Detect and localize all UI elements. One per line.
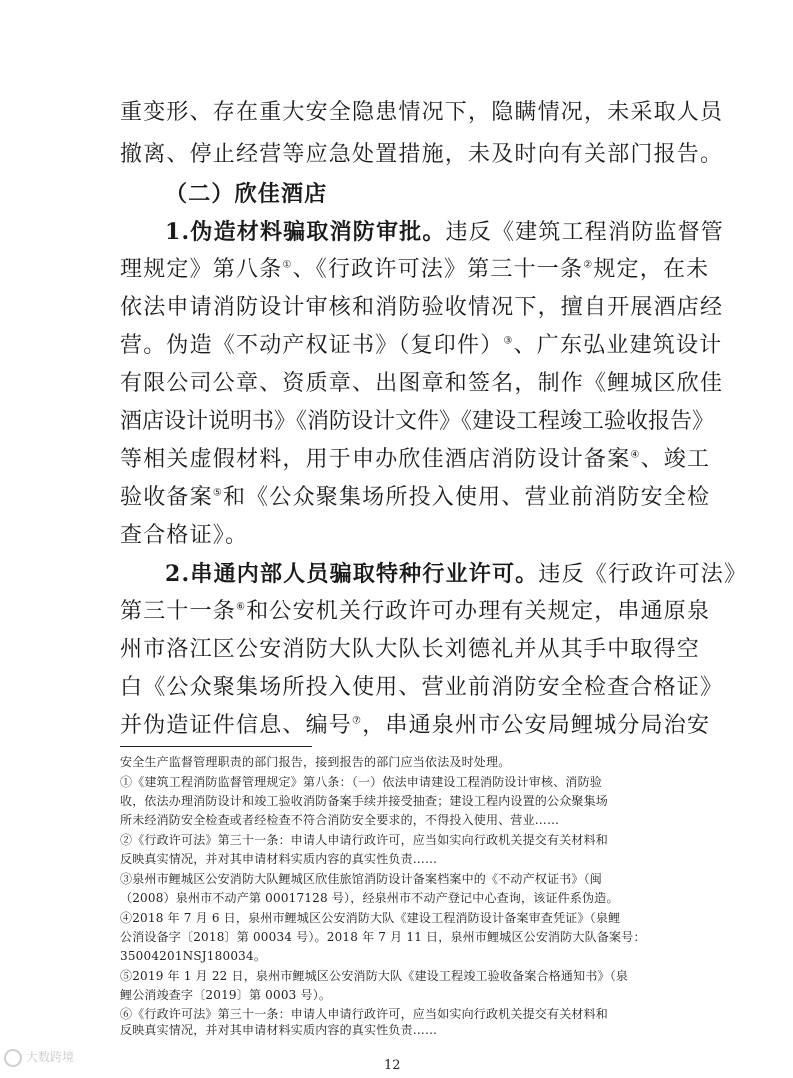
footnote-ref: ④: [630, 449, 641, 461]
footnote-line: 反映真实情况，并对其申请材料实质内容的真实性负责……: [120, 1023, 438, 1037]
footnote-line: 所未经消防安全检查或者经检查不符合消防安全要求的，不得投入使用、营业……: [120, 813, 560, 827]
body-line: 验收备案⑤和《公众聚集场所投入使用、营业前消防安全检: [120, 485, 711, 510]
body-line: 撤离、停止经营等应急处置措施，未及时向有关部门报告。: [120, 142, 724, 167]
page-number: 12: [384, 1058, 401, 1073]
footnote-line: 安全生产监督管理职责的部门报告，接到报告的部门应当依法及时处理。: [120, 755, 511, 769]
body-line: 白《公众聚集场所投入使用、营业前消防安全检查合格证》: [120, 675, 724, 700]
body-line: 1.伪造材料骗取消防审批。违反《建筑工程消防监督管: [165, 219, 724, 245]
body-line: 州市洛江区公安消防大队大队长刘德礼并从其手中取得空: [120, 637, 701, 662]
watermark-logo-icon: [4, 1049, 22, 1067]
footnote-ref: ⑤: [212, 487, 223, 499]
subheading: 1.伪造材料骗取消防审批。: [165, 219, 446, 245]
footnote-line: 反映真实情况，并对其申请材料实质内容的真实性负责……: [120, 852, 438, 866]
subheading: 2.串通内部人员骗取特种行业许可。: [165, 561, 539, 587]
watermark: [4, 1048, 74, 1067]
footnote-line: ④2018 年 7 月 6 日，泉州市鲤城区公安消防大队《建设工程消防设计备案审查凭证》（泉鲤: [120, 911, 621, 925]
body-line: 并伪造证件信息、编号⑦，串通泉州市公安局鲤城分局治安: [120, 713, 711, 738]
body-line: 理规定》第八条①、《行政许可法》第三十一条②规定，在未: [120, 257, 710, 282]
footnote-line: 鲤公消竣查字〔2019〕第 0003 号）。: [120, 988, 332, 1002]
body-line: 营。伪造《不动产权证书》（复印件）③、广东弘业建筑设计: [120, 333, 723, 358]
section-heading: （二）欣佳酒店: [165, 181, 328, 207]
body-line: 依法申请消防设计审核和消防验收情况下，擅自开展酒店经: [120, 295, 724, 320]
footnote-line: 公消设备字〔2018〕第 00034 号）。2018 年 7 月 11 日，泉州市鲤城区公安消防大队备案号：: [120, 930, 646, 944]
footnote-line: ③泉州市鲤城区公安消防大队鲤城区欣佳旅馆消防设计备案档案中的《不动产权证书》（闽: [120, 872, 603, 886]
watermark-text: 大数跨境: [26, 1050, 75, 1064]
body-line: 有限公司公章、资质章、出图章和签名，制作《鲤城区欣佳: [120, 371, 724, 396]
body-line: 酒店设计说明书》《消防设计文件》《建设工程竣工验收报告》: [120, 409, 715, 434]
footnote-line: ⑤2019 年 1 月 22 日，泉州市鲤城区公安消防大队《建设工程竣工验收备案合格通知书》（泉: [120, 969, 629, 983]
body-line: 第三十一条⑥和公安机关行政许可办理有关规定，串通原泉: [120, 599, 711, 624]
body-line: 等相关虚假材料，用于申办欣佳酒店消防设计备案④、竣工: [120, 447, 711, 472]
footnote-line: ⑥《行政许可法》第三十一条：申请人申请行政许可，应当如实向行政机关提交有关材料和: [120, 1007, 609, 1021]
footnote-divider: [120, 746, 312, 747]
footnote-line: ①《建筑工程消防监督管理规定》第八条：（一）依法申请建设工程消防设计审核、消防验: [120, 775, 603, 789]
footnote-ref: ⑥: [236, 601, 247, 613]
footnote-line: （2008）泉州市不动产第 00017128 号），经泉州市不动产登记中心查询，该证件系伪造。: [120, 891, 619, 905]
footnote-ref: ⑦: [352, 715, 363, 727]
footnote-ref: ①: [282, 259, 293, 271]
footnote-line: 35004201NSJ180034。: [120, 949, 267, 963]
footnote-ref: ③: [503, 335, 514, 347]
body-line: 重变形、存在重大安全隐患情况下，隐瞒情况，未采取人员: [120, 100, 724, 125]
footnote-line: ②《行政许可法》第三十一条：申请人申请行政许可，应当如实向行政机关提交有关材料和: [120, 833, 609, 847]
body-line: 查合格证》。: [120, 523, 249, 548]
footnote-line: 收，依法办理消防设计和竣工验收消防备案手续并接受抽查；建设工程内设置的公众聚集场: [120, 794, 609, 808]
footnote-ref: ②: [583, 259, 594, 271]
body-line: 2.串通内部人员骗取特种行业许可。违反《行政许可法》: [165, 561, 748, 587]
